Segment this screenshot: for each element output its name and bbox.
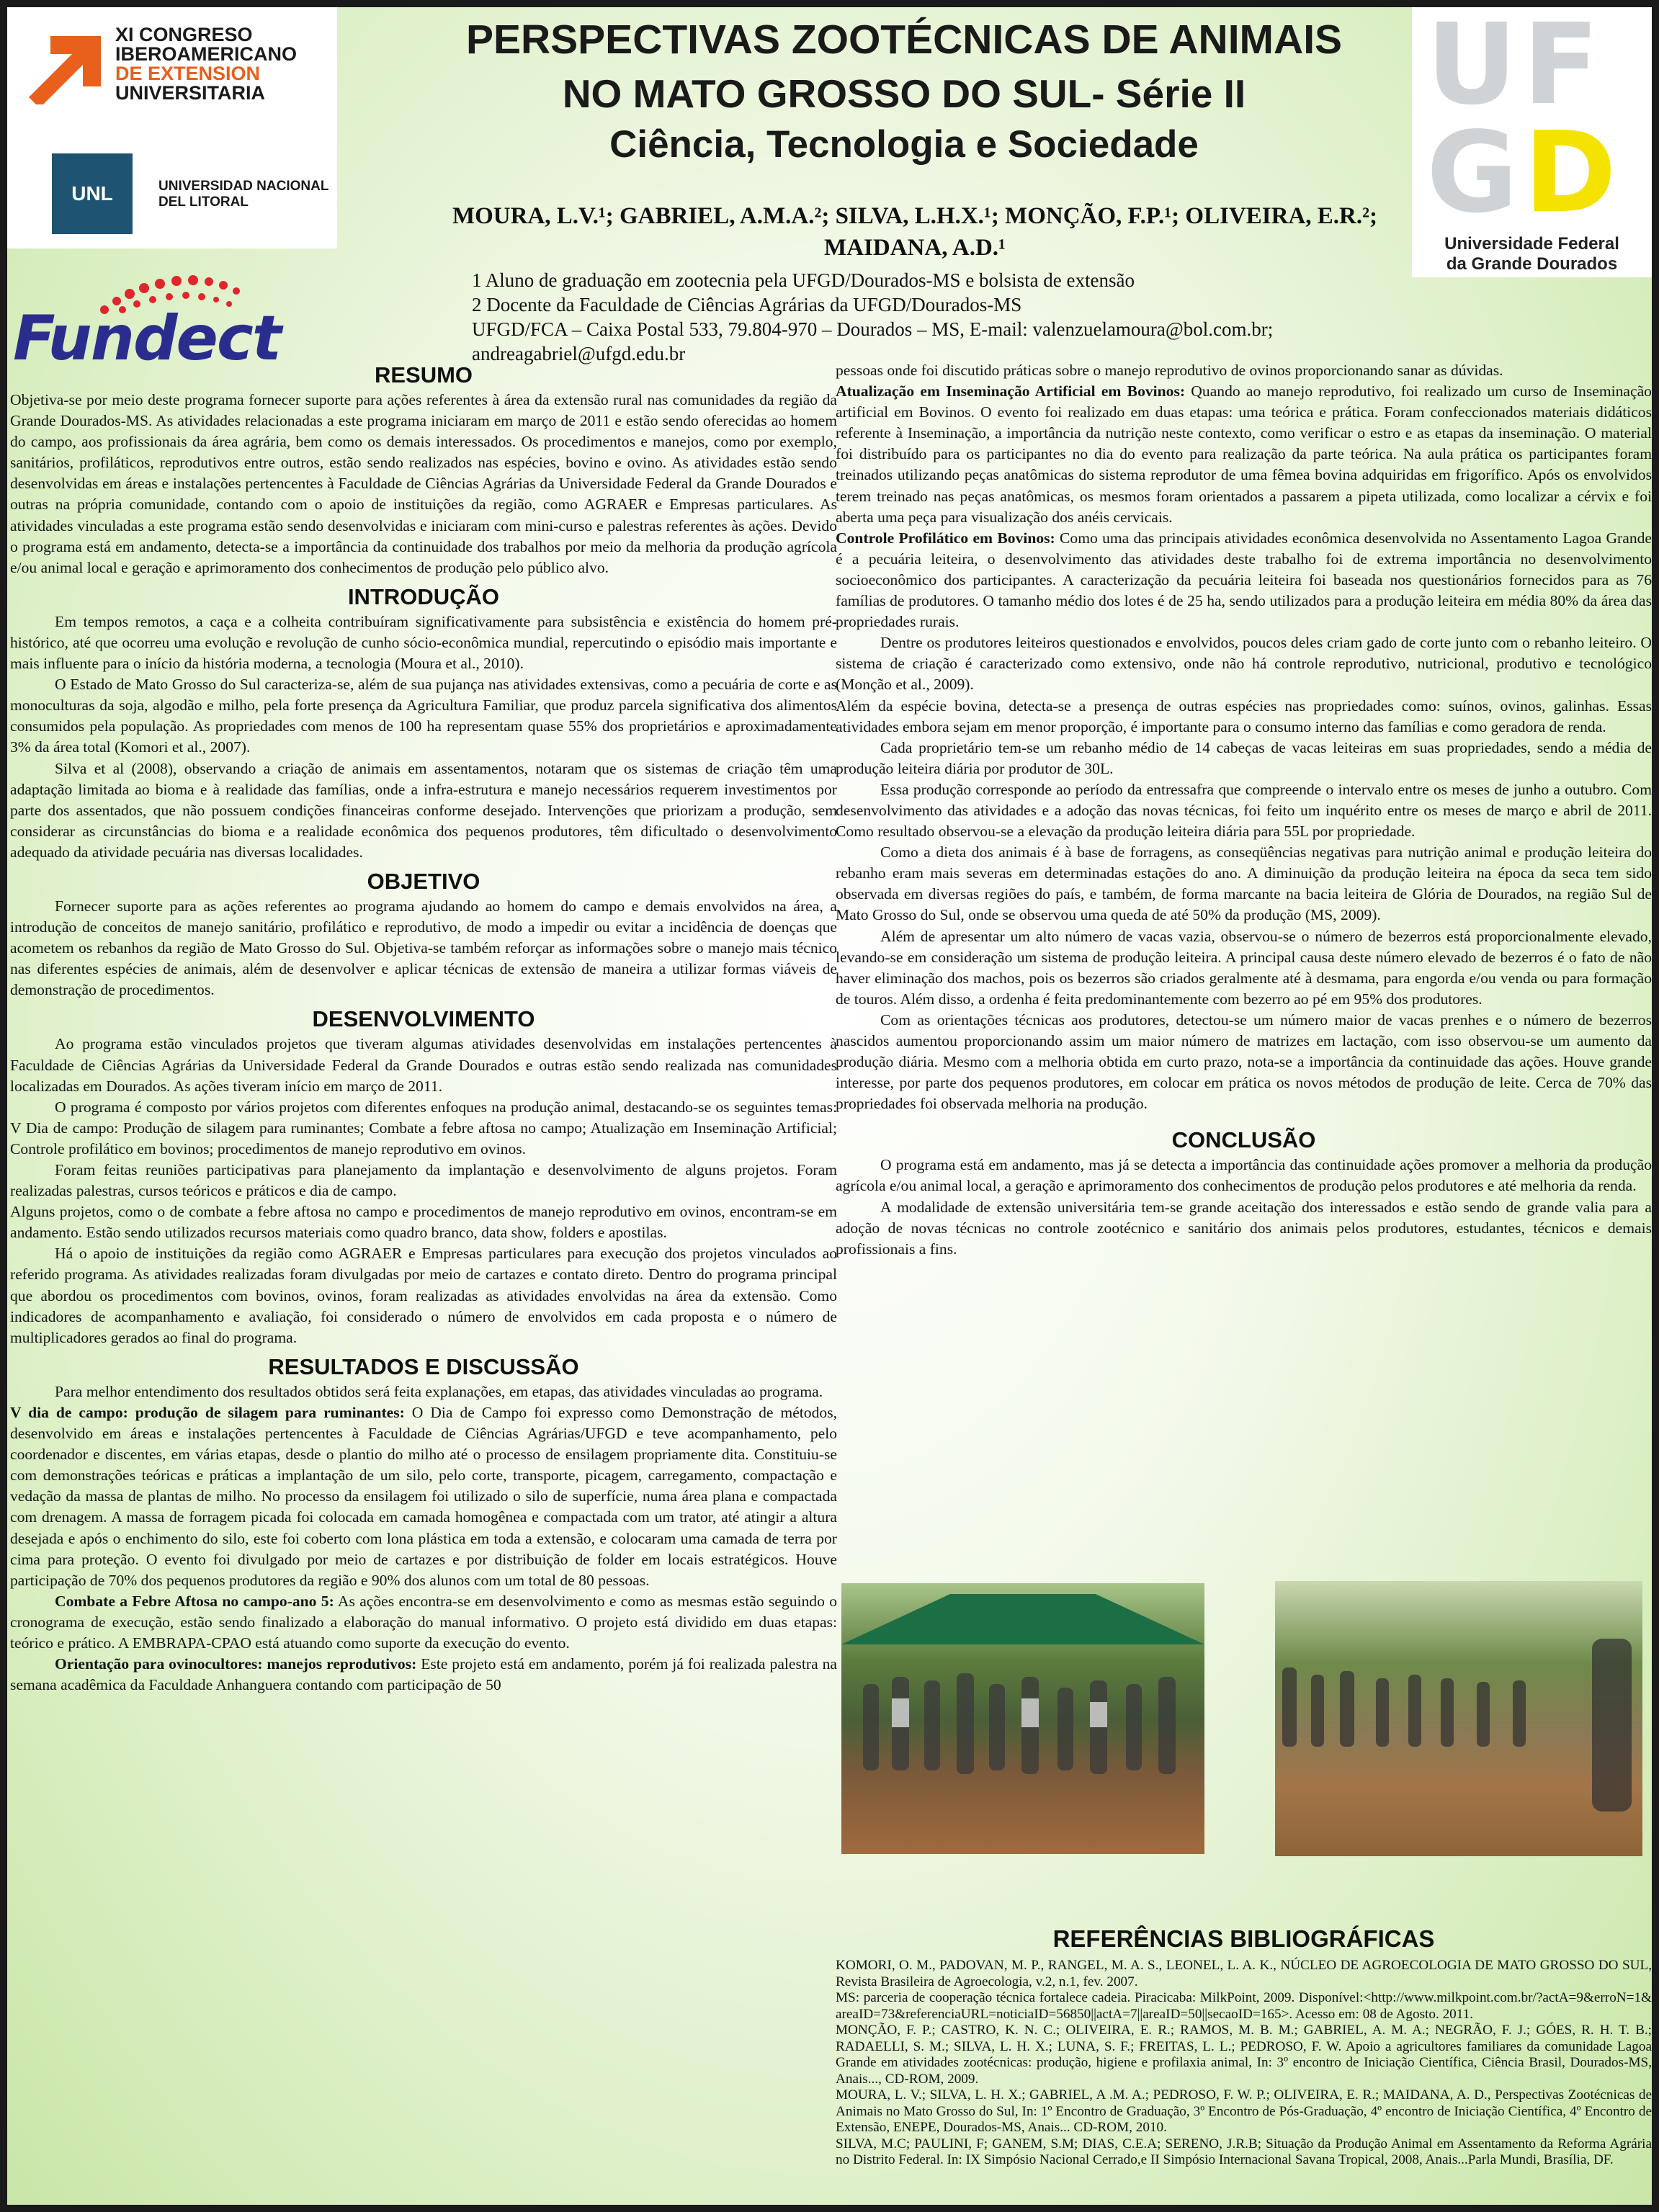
resultados-paragraph: Além da espécie bovina, detecta-se a presença de outras espécies nas propriedades como: suínos, ovinos, galinhas. Essas atividades embora sejam em menor proporção, é importante para o consumo interno das famílias e como geradora de renda. — [836, 697, 1652, 735]
affiliation-line: andreagabriel@ufgd.edu.br — [472, 343, 686, 364]
affiliation-line: 2 Docente da Faculdade de Ciências Agrárias da UFGD/Dourados-MS — [472, 294, 1022, 315]
desenvolvimento-paragraph: Foram feitas reuniões participativas para planejamento da implantação e desenvolvimento de alguns projetos. Foram realizadas palestras, cursos teóricos e práticos e dia de campo. — [10, 1161, 837, 1200]
resultados-body: O Dia de Campo foi expresso como Demonstração de métodos, desenvolvido em áreas e instalações pertencentes à Faculdade de Ciências Agrárias/UFGD e teve acompanhamento, pelo coordenador e discentes, em várias etapas, desde o plantio do milho até o processo de ensilagem propriamente dita. Constituiu-se com demonstrações teóricas e práticas a implantação de um silo, pelo corte, transporte, picagem, carregamento, compactação e vedação da massa de plantas de milho. No processo da ensilagem foi utilizado o silo de superfície, numa área plana e compactada com drenagem. A massa de forragem picada foi colocada em camada homogênea e compactada com um trator, até atingir a altura desejada e após o enchimento do silo, este foi coberto com lona plástica em toda a extensão, e colocaram uma camada de terra por cima para proteção. O evento foi divulgado por meio de cartazes e por distribuição de folder em locais estratégicos. Houve participação de 70% dos pequenos produtores da região e 90% dos alunos com um total de 80 pessoas. — [10, 1403, 837, 1589]
resultados-body: Como uma das principais atividades econômica desenvolvida no Assentamento Lagoa Grande é a pecuária leiteira, o desenvolvimento das atividades deste trabalho foi de extrema importância no desenvolvimento socioeconômico dos participantes. A caracterização da pecuária leiteira foi baseada nos questionários fornecidos para as 76 famílias de produtores. O tamanho médio dos lotes é de 25 ha, sendo utilizados para a produção leiteira em média 80% da área das propriedades rurais. — [836, 529, 1652, 631]
authors-line-1: MOURA, L.V.¹; GABRIEL, A.M.A.²; SILVA, L.H.X.¹; MONÇÃO, F.P.¹; OLIVEIRA, E.R.²; — [452, 203, 1378, 229]
tent-shape — [841, 1594, 1204, 1644]
desenvolvimento-paragraph: Há o apoio de instituições da região como AGRAER e Empresas particulares para execução dos projetos vinculados ao referido programa. As atividades realizadas foram divulgadas por meio de cartazes e contato direto. Dentro do programa principal que abordou os procedimentos com bovinos, ovinos, foram realizadas as atividades envolvidas na área da extensão. Como indicadores de acompanhamento e avaliação, foi considerado o número de envolvidos em cada proposta e o número de multiplicadores gerados ao final do programa. — [10, 1245, 837, 1346]
conclusao-paragraph: A modalidade de extensão universitária tem-se grande aceitação dos interessados e estão sendo de grande valia para a adoção de novas técnicas no controle zootécnico e sanitário dos animais pelos produtores, estudantes, técnicos e demais profissionais a fins. — [836, 1198, 1652, 1258]
congreso-line: DE EXTENSION — [115, 63, 261, 84]
resultados-label: Orientação para ovinocultores: manejos reprodutivos: — [55, 1655, 417, 1673]
resultados-paragraph: Essa produção corresponde ao período da entressafra que compreende o intervalo entre os meses de junho a outubro. Com desenvolvimento das atividades e a adoção das novas técnicas, foi feito um inquérito entre os meses de março e abril de 2011. Como resultado observou-se a elevação da produção leiteira diária para 55L por propriedade. — [836, 780, 1652, 841]
ufgd-letter-d: D — [1524, 107, 1622, 238]
section-heading-conclusao: CONCLUSÃO — [1171, 1127, 1316, 1153]
congreso-line: IBEROAMERICANO — [115, 43, 298, 65]
poster — [7, 7, 1652, 2205]
introducao-paragraph: Silva et al (2008), observando a criação de animais em assentamentos, notaram que os sistemas de criação têm uma adaptação limitada ao bioma e à realidade das famílias, onde a infra-estrutura e manejo necessários requerem investimentos por parte dos assentados, que não possuem condições financeiras conforme desejado. Intervenções que priorizam a produção, sem considerar as circunstâncias do bioma e a realidade econômica dos pequenos produtores, têm dificultado o desenvolvimento adequado da atividade pecuária nas diversas localidades. — [10, 759, 837, 861]
resultados-label: Combate a Febre Aftosa no campo-ano 5: — [55, 1592, 334, 1610]
desenvolvimento-paragraph: Ao programa estão vinculados projetos que tiveram algumas atividades desenvolvidas em instalações pertencentes à Faculdade de Ciências Agrárias da Universidade Federal da Grande Dourados e outras estão sendo realizada nas comunidades localizadas em Dourados. As ações tiveram início em março de 2011. — [10, 1035, 837, 1095]
introducao-paragraph: Em tempos remotos, a caça e a colheita contribuíram significativamente para subsistência e existência do homem pré-histórico, até que ocorreu uma evolução e revolução de cunho sócio-econômica mundial, repercutindo o episódio mais importante e mais influente para o início da história moderna, a tecnologia (Moura et al., 2010). — [10, 612, 837, 673]
people-silhouettes-icon — [841, 1655, 1204, 1799]
resultados-paragraph: Cada proprietário tem-se um rebanho médio de 14 cabeças de vacas leiteiras em suas propriedades, sendo a média de produção leiteira diária por produtor de 30L. — [836, 738, 1652, 777]
resultados-body: Quando ao manejo reprodutivo, foi realizado um curso de Inseminação artificial em Bovinos. O evento foi realizado em duas etapas: uma teórica e prática. Foram confeccionados materiais didáticos referente à Inseminação, a importância da nutrição neste contexto, como verificar o estro e as etapas da inseminação. O material foi distribuído para os participantes no dia do evento para realização da parte teórica. Na aula prática os participantes foram treinados utilizando peças anatômicas do sistema reprodutor de uma fêmea bovina adquiridas em frigorífico. Após os envolvidos terem treinado nas peças anatômicas, os mesmos foram orientados a passarem a pipeta utilizada, como localizar a cérvix e foi aberta uma peça para visualização dos anéis cervicais. — [836, 382, 1652, 526]
arrow-icon — [22, 25, 104, 104]
people-silhouettes-icon — [1275, 1639, 1642, 1826]
section-heading-referencias: REFERÊNCIAS BIBLIOGRÁFICAS — [1052, 1925, 1435, 1952]
desenvolvimento-paragraph: O programa é composto por vários projetos com diferentes enfoques na produção animal, destacando-se os seguintes temas: V Dia de campo: Produção de silagem para ruminantes; Combate a febre aftosa no campo; Atualização em Inseminação Artificial; Controle profilático em bovinos; procedimentos de manejo reprodutivo em ovinos. — [10, 1098, 837, 1158]
resultados-paragraph — [10, 1591, 837, 1654]
resultados-label: V dia de campo: produção de silagem para ruminantes: — [10, 1403, 405, 1421]
unl-logo: UNL — [52, 153, 133, 234]
resultados-paragraph — [836, 381, 1652, 528]
section-heading-resultados: RESULTADOS E DISCUSSÃO — [268, 1353, 579, 1379]
affiliations — [472, 268, 1480, 366]
title-line-3: Ciência, Tecnologia e Sociedade — [609, 123, 1199, 166]
reference-item: MOURA, L. V.; SILVA, L. H. X.; GABRIEL, A .M. A.; PEDROSO, F. W. P.; OLIVEIRA, E. R.; MAIDANA, A. D., Perspectivas Zootécnicas de Animais no Mato Grosso do Sul, In: 1º Encontro de Graduação, 3º Encontro de Pós-Graduação, 4º encontro de Iniciação Científica, 4º Encontro de Extensão, ENEPE, Dourados-MS, Anais... CD-ROM, 2010. — [836, 2087, 1652, 2135]
reference-item: MS: parceria de cooperação técnica fortalece cadeia. Piracicaba: MilkPoint, 2009. Disponível:<http://www.milkpoint.com.br/?actA=9&erroN=1&areaID=73&referenciaURL=noticiaID=56850||actA=7||areaID=50||secaoID=165>. Acesso em: 08 de Agosto. 2011. — [836, 1990, 1652, 2022]
desenvolvimento-paragraph: Alguns projetos, como o de combate a febre aftosa no campo e procedimentos de manejo reprodutivo em ovinos, encontram-se em andamento. Estão sendo utilizados recursos materiais como quadro branco, data show, folders e apostilas. — [10, 1203, 837, 1242]
cattle-training-photo — [1275, 1581, 1642, 1856]
unl-name-line: UNIVERSIDAD NACIONAL — [158, 179, 329, 194]
references — [836, 1925, 1652, 2169]
field-day-photo — [841, 1583, 1204, 1854]
resultados-paragraph — [10, 1654, 837, 1696]
congreso-line: UNIVERSITARIA — [115, 82, 266, 104]
congreso-line: XI CONGRESO — [115, 24, 253, 45]
fundect-logo: Fundect — [13, 303, 280, 375]
ufgd-name-line: da Grande Dourados — [1446, 254, 1618, 274]
ufgd-letters-top: UF — [1426, 7, 1605, 130]
poster-title — [346, 12, 1462, 170]
section-heading-desenvolvimento: DESENVOLVIMENTO — [312, 1006, 535, 1032]
right-column — [836, 360, 1652, 1260]
title-line-1: PERSPECTIVAS ZOOTÉCNICAS DE ANIMAIS — [465, 17, 1343, 63]
resultados-label: Atualização em Inseminação Artificial em Bovinos: — [836, 382, 1186, 400]
resultados-paragraph: Dentre os produtores leiteiros questionados e envolvidos, poucos deles criam gado de corte junto com o rebanho leiteiro. O sistema de criação é caracterizado como extensivo, onde não há controle reprodutivo, nutricional, produtivo e tecnológico (Monção et al., 2009). — [836, 634, 1652, 694]
unl-name-line: DEL LITORAL — [158, 194, 249, 210]
authors-line-2: MAIDANA, A.D.¹ — [824, 235, 1006, 261]
resultados-paragraph: Com as orientações técnicas aos produtores, detectou-se um número maior de vacas prenhes e o número de bezerros nascidos aumentou proporcionando assim um maior número de matrizes em lactação, com isso observou-se um aumento da produção diária. Mesmo com a melhoria obtida em curto prazo, nota-se a importância da continuidade das ações. Houve grande interesse, por parte dos pequenos produtores, em colocar em prática os novos métodos de produção de leite. Cerca de 70% das propriedades foi observada melhoria na produção. — [836, 1011, 1652, 1113]
objetivo-paragraph: Fornecer suporte para as ações referentes ao programa ajudando ao homem do campo e demais envolvidos na área, a introdução de conceitos de manejo sanitário, profilático e reprodutivo, de modo a impedir ou evitar a incidência de doenças que acometem os rebanhos da região de Mato Grosso do Sul. Objetiva-se também reforçar as informações sobre o manejo mais técnico nas diferentes espécies de animais, além de desenvolver e aplicar técnicas de extensão de maneira a utilizar formas viáveis de demonstração de procedimentos. — [10, 897, 837, 999]
resultados-paragraph: Para melhor entendimento dos resultados obtidos será feita explanações, em etapas, das atividades vinculadas ao programa. — [55, 1382, 823, 1400]
section-heading-introducao: INTRODUÇÃO — [347, 583, 500, 609]
congreso-text — [115, 25, 297, 103]
resultados-paragraph: Como a dieta dos animais é à base de forragens, as conseqüências negativas para nutrição animal e produção leiteira do rebanho eram mais severas em determinadas estações do ano. A diminuição da produção leiteira na época da seca tem sido observada em diversas regiões do país, e também, de forma marcante na bacia leiteira de Glória de Dourados, na região Sul de Mato Grosso do Sul, onde se observou uma queda de até 50% da produção (MS, 2009). — [836, 843, 1652, 924]
resultados-paragraph — [836, 528, 1652, 632]
left-column — [10, 357, 837, 1696]
resultados-paragraph — [10, 1402, 837, 1591]
ufgd-name-line: Universidade Federal — [1444, 234, 1619, 254]
ufgd-letter-g: G — [1426, 107, 1524, 238]
resultados-paragraph: Além de apresentar um alto número de vacas vazia, observou-se o número de bezerros está proporcionalmente elevado, levando-se em consideração um sistema de produção leiteira. A principal causa deste número elevado de bezerros é o fato de não haver eliminação dos machos, pois os bezerros são criados geralmente até à desmama, para engorda e/ou venda ou para formação de touros. Além disso, a ordenha é feita predominantemente com bezerro ao pé em 95% dos produtores. — [836, 927, 1652, 1008]
affiliation-line: 1 Aluno de graduação em zootecnia pela UFGD/Dourados-MS e bolsista de extensão — [472, 269, 1135, 291]
title-line-2: NO MATO GROSSO DO SUL- Série II — [562, 71, 1246, 116]
reference-item: SILVA, M.C; PAULINI, F; GANEM, S.M; DIAS, C.E.A; SERENO, J.R.B; Situação da Produção Animal em Assentamento da Reforma Agrária no Distrito Federal. In: IX Simpósio Nacional Cerrado,e II Simpósio Internacional Savana Tropical, 2008, Anais...Parla Mundi, Brasília, DF. — [836, 2136, 1652, 2167]
resultados-body: As ações encontra-se em desenvolvimento e como as mesmas estão seguindo o cronograma de execução, estão sendo finalizado a elaboração do manual informativo. O projeto está dividido em duas etapas: teórico e prático. A EMBRAPA-CPAO está atuando como suporte da execução do evento. — [10, 1592, 837, 1652]
introducao-paragraph: O Estado de Mato Grosso do Sul caracteriza-se, além de sua pujança nas atividades extensivas, como a pecuária de corte e as monoculturas da soja, algodão e milho, pela forte presença da Agricultura Familiar, que produz parcela significativa dos alimentos consumidos pela população. As propriedades com menos de 100 ha representam quase 55% dos proprietários e aproximadamente 3% da área total (Komori et al., 2007). — [10, 676, 837, 756]
section-heading-resumo: RESUMO — [374, 362, 473, 388]
reference-item: MONÇÃO, F. P.; CASTRO, K. N. C.; OLIVEIRA, E. R.; RAMOS, M. B. M.; GABRIEL, A. M. A.; NEGRÃO, F. J.; GÓES, R. H. T. B.; RADAELLI, S. M.; SILVA, L. H. X.; LUNA, S. F.; FREITAS, L. L.; PEDROSO, F. W. Apoio a agricultores familiares da comunidade Lagoa Grande em atividades zootécnicas: produção, higiene e profilaxia animal, In: 3º encontro de Iniciação Científica, Ciência Brasil, Dourados-MS, Anais..., CD-ROM, 2009. — [836, 2023, 1652, 2087]
unl-name — [158, 179, 328, 210]
reference-item: KOMORI, O. M., PADOVAN, M. P., RANGEL, M. A. S., LEONEL, L. A. K., NÚCLEO DE AGROECOLOGIA DE MATO GROSSO DO SUL, Revista Brasileira de Agroecologia, v.2, n.1, fev. 2007. — [836, 1958, 1652, 1989]
affiliation-line: UFGD/FCA – Caixa Postal 533, 79.804-970 – Dourados – MS, E-mail: valenzuelamoura@bol.com.br; — [472, 318, 1274, 340]
congreso-logo — [7, 7, 337, 248]
conclusao-paragraph: O programa está em andamento, mas já se detecta a importância das continuidade ações promover a melhoria da produção agrícola e/ou animal local, a geração e aprimoramento dos conhecimentos de produção pelos produtores e até melhoria da renda. — [836, 1156, 1652, 1195]
resultados-label: Controle Profilático em Bovinos: — [836, 529, 1055, 547]
authors — [396, 200, 1434, 264]
resultados-continued: pessoas onde foi discutido práticas sobre o manejo reprodutivo de ovinos proporcionando sanar as dúvidas. — [836, 362, 1503, 379]
resumo-text: Objetiva-se por meio deste programa fornecer suporte para ações referentes à área da extensão rural nas comunidades da região da Grande Dourados-MS. As atividades relacionadas a este programa iniciaram em março de 2011 e estão sendo oferecidas ao homem do campo, aos profissionais da área agrária, bem como os demais interessados. Os procedimentos e manejos, como por exemplo, sanitários, profiláticos, reprodutivos entre outros, estão sendo realizados nas espécies, bovino e ovino. As atividades estão sendo desenvolvidas em áreas e instalações pertencentes à Faculdade de Ciências Agrárias da Universidade Federal da Grande Dourados e outras na própria comunidade, contando com o apoio de instituições da região, como AGRAER e Empresas particulares. As atividades vinculadas a este programa estão sendo desenvolvidas e iniciaram com mini-curso e palestras referentes às ações. Devido o programa está em andamento, detecta-se a importância da continuidade dos trabalhos por meio da melhoria da produção agrícola e/ou animal local e geração e aprimoramento dos conhecimentos de produção pelo público alvo. — [10, 391, 837, 576]
resultados-body: Este projeto está em andamento, porém já foi realizada palestra na semana acadêmica da Faculdade Anhanguera contando com participação de 50 — [10, 1655, 837, 1694]
section-heading-objetivo: OBJETIVO — [367, 868, 480, 894]
